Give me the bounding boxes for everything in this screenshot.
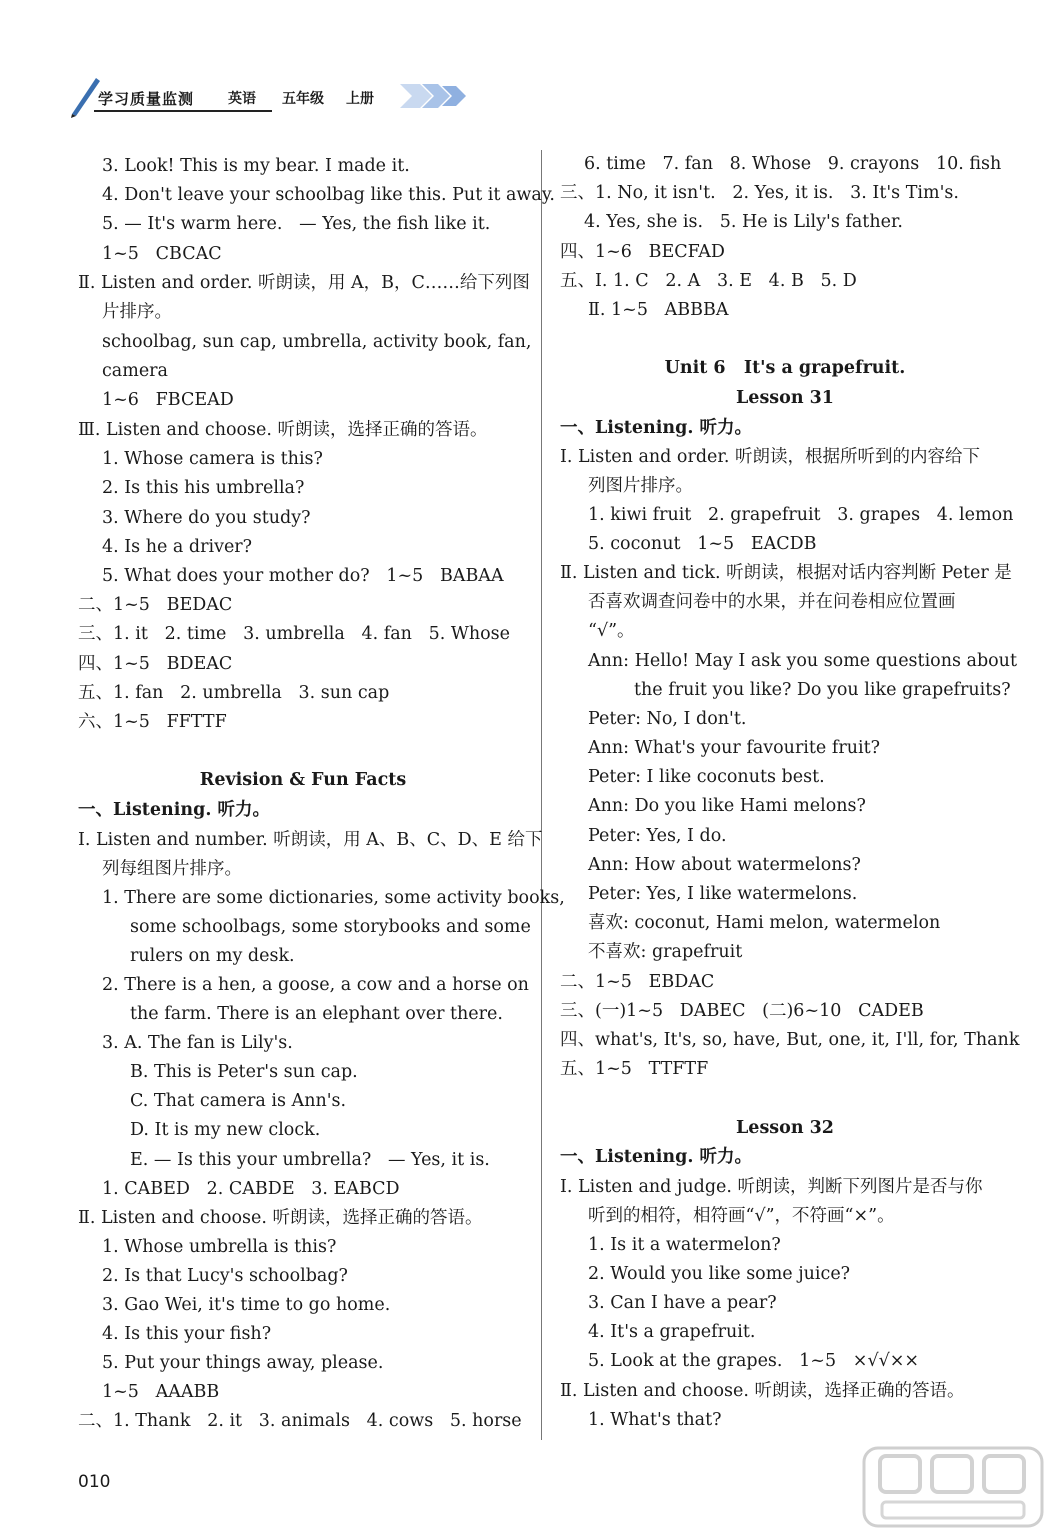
dialogue-line: the fruit you like? Do you like grapefruits? bbox=[634, 680, 1011, 700]
watermark-logo-icon bbox=[858, 1442, 1048, 1532]
text-line: 1. What's that? bbox=[588, 1410, 722, 1430]
page-header bbox=[68, 74, 488, 118]
text-line: 5. — It's warm here. — Yes, the fish like it. bbox=[102, 214, 491, 234]
answer-line: 6. time 7. fan 8. Whose 9. crayons 10. fish bbox=[584, 154, 1002, 174]
dialogue-line: Peter: I like coconuts best. bbox=[588, 767, 825, 787]
text-line: camera bbox=[102, 361, 168, 381]
text-line: 1. Is it a watermelon? bbox=[588, 1235, 781, 1255]
section-heading: 一、Listening. 听力。 bbox=[560, 418, 753, 438]
lesson-title: Lesson 32 bbox=[736, 1118, 834, 1138]
section-heading: 一、Listening. 听力。 bbox=[78, 800, 271, 820]
answer-line: 喜欢: coconut, Hami melon, watermelon bbox=[588, 913, 941, 933]
section-heading: Ⅱ. Listen and tick. 听朗读，根据对话内容判断 Peter 是 bbox=[560, 563, 1012, 583]
answer-line: 不喜欢: grapefruit bbox=[588, 942, 743, 962]
answer-line: 1~5 CBCAC bbox=[102, 244, 222, 264]
answer-line: Ⅱ. 1~5 ABBBA bbox=[588, 300, 729, 320]
answer-line: 三、1. No, it isn't. 2. Yes, it is. 3. It's Tim's. bbox=[560, 183, 959, 203]
section-heading: 一、Listening. 听力。 bbox=[560, 1147, 753, 1167]
text-line: 1. Whose umbrella is this? bbox=[102, 1237, 337, 1257]
text-line: 片排序。 bbox=[102, 302, 172, 322]
section-heading: Ⅰ. Listen and order. 听朗读，根据所听到的内容给下 bbox=[560, 447, 980, 467]
answer-line: 5. coconut 1~5 EACDB bbox=[588, 534, 817, 554]
text-line: 列图片排序。 bbox=[588, 476, 693, 496]
lesson-title: Lesson 31 bbox=[736, 388, 834, 408]
answer-line: 五、1. fan 2. umbrella 3. sun cap bbox=[78, 683, 390, 703]
text-line: 5. Put your things away, please. bbox=[102, 1353, 384, 1373]
text-line: rulers on my desk. bbox=[130, 946, 295, 966]
page-number: 010 bbox=[78, 1472, 111, 1492]
text-line: 3. A. The fan is Lily's. bbox=[102, 1033, 293, 1053]
dialogue-line: Ann: Hello! May I ask you some questions about bbox=[588, 651, 1017, 671]
text-line: 列每组图片排序。 bbox=[102, 859, 242, 879]
text-line: 1. kiwi fruit 2. grapefruit 3. grapes 4. lemon bbox=[588, 505, 1014, 525]
grade-label: 五年级 bbox=[282, 91, 324, 107]
text-line: 2. There is a hen, a goose, a cow and a horse on bbox=[102, 975, 529, 995]
answer-line: 1~6 FBCEAD bbox=[102, 390, 234, 410]
answer-line: 四、what's, It's, so, have, But, one, it, I'll, for, Thank bbox=[560, 1030, 1020, 1050]
section-heading: Ⅱ. Listen and choose. 听朗读，选择正确的答语。 bbox=[78, 1208, 483, 1228]
volume-label: 上册 bbox=[346, 91, 374, 107]
section-heading: Ⅲ. Listen and choose. 听朗读，选择正确的答语。 bbox=[78, 420, 488, 440]
text-line: some schoolbags, some storybooks and some bbox=[130, 917, 531, 937]
text-line: 听到的相符，相符画“√”，不符画“×”。 bbox=[588, 1206, 895, 1226]
section-heading: Ⅰ. Listen and judge. 听朗读，判断下列图片是否与你 bbox=[560, 1177, 983, 1197]
text-line: D. It is my new clock. bbox=[130, 1120, 321, 1140]
text-line: 3. Where do you study? bbox=[102, 508, 311, 528]
text-line: 1. Whose camera is this? bbox=[102, 449, 323, 469]
text-line: 4. Is this your fish? bbox=[102, 1324, 272, 1344]
text-line: 5. What does your mother do? 1~5 BABAA bbox=[102, 566, 504, 586]
text-line: C. That camera is Ann's. bbox=[130, 1091, 347, 1111]
unit-title: Unit 6 It's a grapefruit. bbox=[664, 358, 906, 378]
answer-line: 5. Look at the grapes. 1~5 ×√√×× bbox=[588, 1351, 920, 1371]
text-line: B. This is Peter's sun cap. bbox=[130, 1062, 358, 1082]
answer-line: 4. Yes, she is. 5. He is Lily's father. bbox=[584, 212, 903, 232]
answer-line: 六、1~5 FFTTF bbox=[78, 712, 227, 732]
section-heading: Ⅰ. Listen and number. 听朗读，用 A、B、C、D、E 给下 bbox=[78, 830, 543, 850]
answer-line: 二、1~5 BEDAC bbox=[78, 595, 233, 615]
text-line: 否喜欢调查问卷中的水果，并在问卷相应位置画 bbox=[588, 592, 956, 612]
answer-line: 五、1~5 TTFTF bbox=[560, 1059, 709, 1079]
answer-line: 1. CABED 2. CABDE 3. EABCD bbox=[102, 1179, 400, 1199]
answer-line: 二、1~5 EBDAC bbox=[560, 972, 715, 992]
answer-line: 四、1~6 BECFAD bbox=[560, 242, 725, 262]
text-line: 4. Don't leave your schoolbag like this. Put it away. bbox=[102, 185, 555, 205]
column-divider bbox=[541, 150, 542, 1440]
dialogue-line: Ann: How about watermelons? bbox=[588, 855, 861, 875]
dialogue-line: Peter: Yes, I like watermelons. bbox=[588, 884, 858, 904]
subject-label: 英语 bbox=[228, 91, 256, 107]
answer-line: 二、1. Thank 2. it 3. animals 4. cows 5. horse bbox=[78, 1411, 522, 1431]
dialogue-line: Ann: Do you like Hami melons? bbox=[588, 796, 866, 816]
dialogue-line: Peter: No, I don't. bbox=[588, 709, 747, 729]
answer-line: 四、1~5 BDEAC bbox=[78, 654, 233, 674]
section-title: Revision & Fun Facts bbox=[199, 770, 407, 790]
brand-title: 学习质量监测 bbox=[98, 90, 195, 108]
text-line: 3. Look! This is my bear. I made it. bbox=[102, 156, 410, 176]
answer-line: 三、(一)1~5 DABEC (二)6~10 CADEB bbox=[560, 1001, 924, 1021]
header-underline bbox=[94, 110, 272, 112]
text-line: 2. Would you like some juice? bbox=[588, 1264, 851, 1284]
text-line: 4. It's a grapefruit. bbox=[588, 1322, 756, 1342]
text-line: the farm. There is an elephant over there. bbox=[130, 1004, 503, 1024]
text-line: 4. Is he a driver? bbox=[102, 537, 253, 557]
text-line: 3. Gao Wei, it's time to go home. bbox=[102, 1295, 391, 1315]
text-line: schoolbag, sun cap, umbrella, activity book, fan, bbox=[102, 332, 532, 352]
text-line: E. — Is this your umbrella? — Yes, it is. bbox=[130, 1150, 490, 1170]
section-heading: Ⅱ. Listen and order. 听朗读，用 A，B，C……给下列图 bbox=[78, 273, 530, 293]
section-heading: Ⅱ. Listen and choose. 听朗读，选择正确的答语。 bbox=[560, 1381, 965, 1401]
text-line: 2. Is that Lucy's schoolbag? bbox=[102, 1266, 348, 1286]
text-line: 2. Is this his umbrella? bbox=[102, 478, 305, 498]
answer-line: 三、1. it 2. time 3. umbrella 4. fan 5. Whose bbox=[78, 624, 510, 644]
dialogue-line: Ann: What's your favourite fruit? bbox=[588, 738, 880, 758]
answer-line: 1~5 AAABB bbox=[102, 1382, 220, 1402]
answer-line: 五、Ⅰ. 1. C 2. A 3. E 4. B 5. D bbox=[560, 271, 857, 291]
text-line: 1. There are some dictionaries, some activity books, bbox=[102, 888, 565, 908]
text-line: 3. Can I have a pear? bbox=[588, 1293, 777, 1313]
dialogue-line: Peter: Yes, I do. bbox=[588, 826, 727, 846]
text-line: “√”。 bbox=[588, 621, 635, 641]
chevron-decoration-icon bbox=[398, 80, 478, 112]
